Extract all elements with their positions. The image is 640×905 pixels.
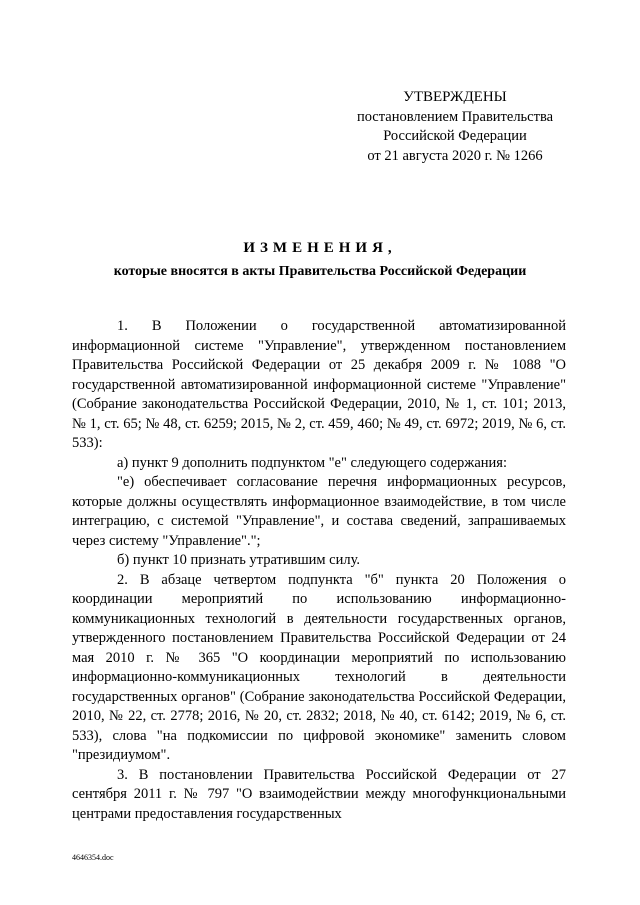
paragraph-1a: а) пункт 9 дополнить подпунктом "е" следующего содержания:	[117, 454, 507, 471]
paragraph-3: 3. В постановлении Правительства Российской Федерации от 27 сентября 2011 г. № 797 "О взаимодействии между многофункциональными центрами предоставления государственных	[72, 766, 566, 822]
approval-title: УТВЕРЖДЕНЫ	[403, 89, 507, 105]
document-title: ИЗМЕНЕНИЯ,	[243, 240, 397, 256]
approval-line-1: постановлением Правительства	[356, 108, 554, 125]
approval-line-3: от 21 августа 2020 г. № 1266	[367, 147, 543, 164]
document-subtitle: которые вносятся в акты Правительства Российской Федерации	[113, 264, 527, 279]
paragraph-2: 2. В абзаце четвертом подпункта "б" пункта 20 Положения о координации мероприятий по использованию информационно-коммуникационных технологий в деятельности государственных органов, утвержденного постановлением Правительства Российской Федерации от 24 мая 2010 г. № 365 "О координации мероприятий по использованию информационно-коммуникационных технологий в деятельности государственных органов" (Собрание законодательства Российской Федерации, 2010, № 22, ст. 2778; 2016, № 20, ст. 2832; 2018, № 40, ст. 6142; 2019, № 6, ст. 533), слова "на подкомиссии по цифровой экономике" заменить словом "президиумом".	[72, 571, 566, 763]
approval-line-2: Российской Федерации	[383, 128, 527, 144]
document-file-id: 4646354.doc	[72, 853, 114, 862]
paragraph-1: 1. В Положении о государственной автоматизированной информационной системе "Управление", утвержденном постановлением Правительства Российской Федерации от 25 декабря 2009 г. № 1088 "О государственной автоматизированной информационной системе "Управление" (Собрание законодательства Российской Федерации, 2010, № 1, ст. 101; 2013, № 1, ст. 65; № 48, ст. 6259; 2015, № 2, ст. 459, 460; № 49, ст. 6972; 2019, № 6, ст. 533):	[72, 318, 566, 451]
approval-block	[350, 88, 560, 166]
paragraph-1a-text: "е) обеспечивает согласование перечня информационных ресурсов, которые должны осуществлять информационное взаимодействие, в том числе интеграцию, с системой "Управление", и состава сведений, запрашиваемых через систему "Управление".";	[72, 474, 566, 549]
document-body	[72, 317, 566, 824]
paragraph-1b: б) пункт 10 признать утратившим силу.	[117, 552, 361, 568]
document-heading	[70, 238, 570, 282]
